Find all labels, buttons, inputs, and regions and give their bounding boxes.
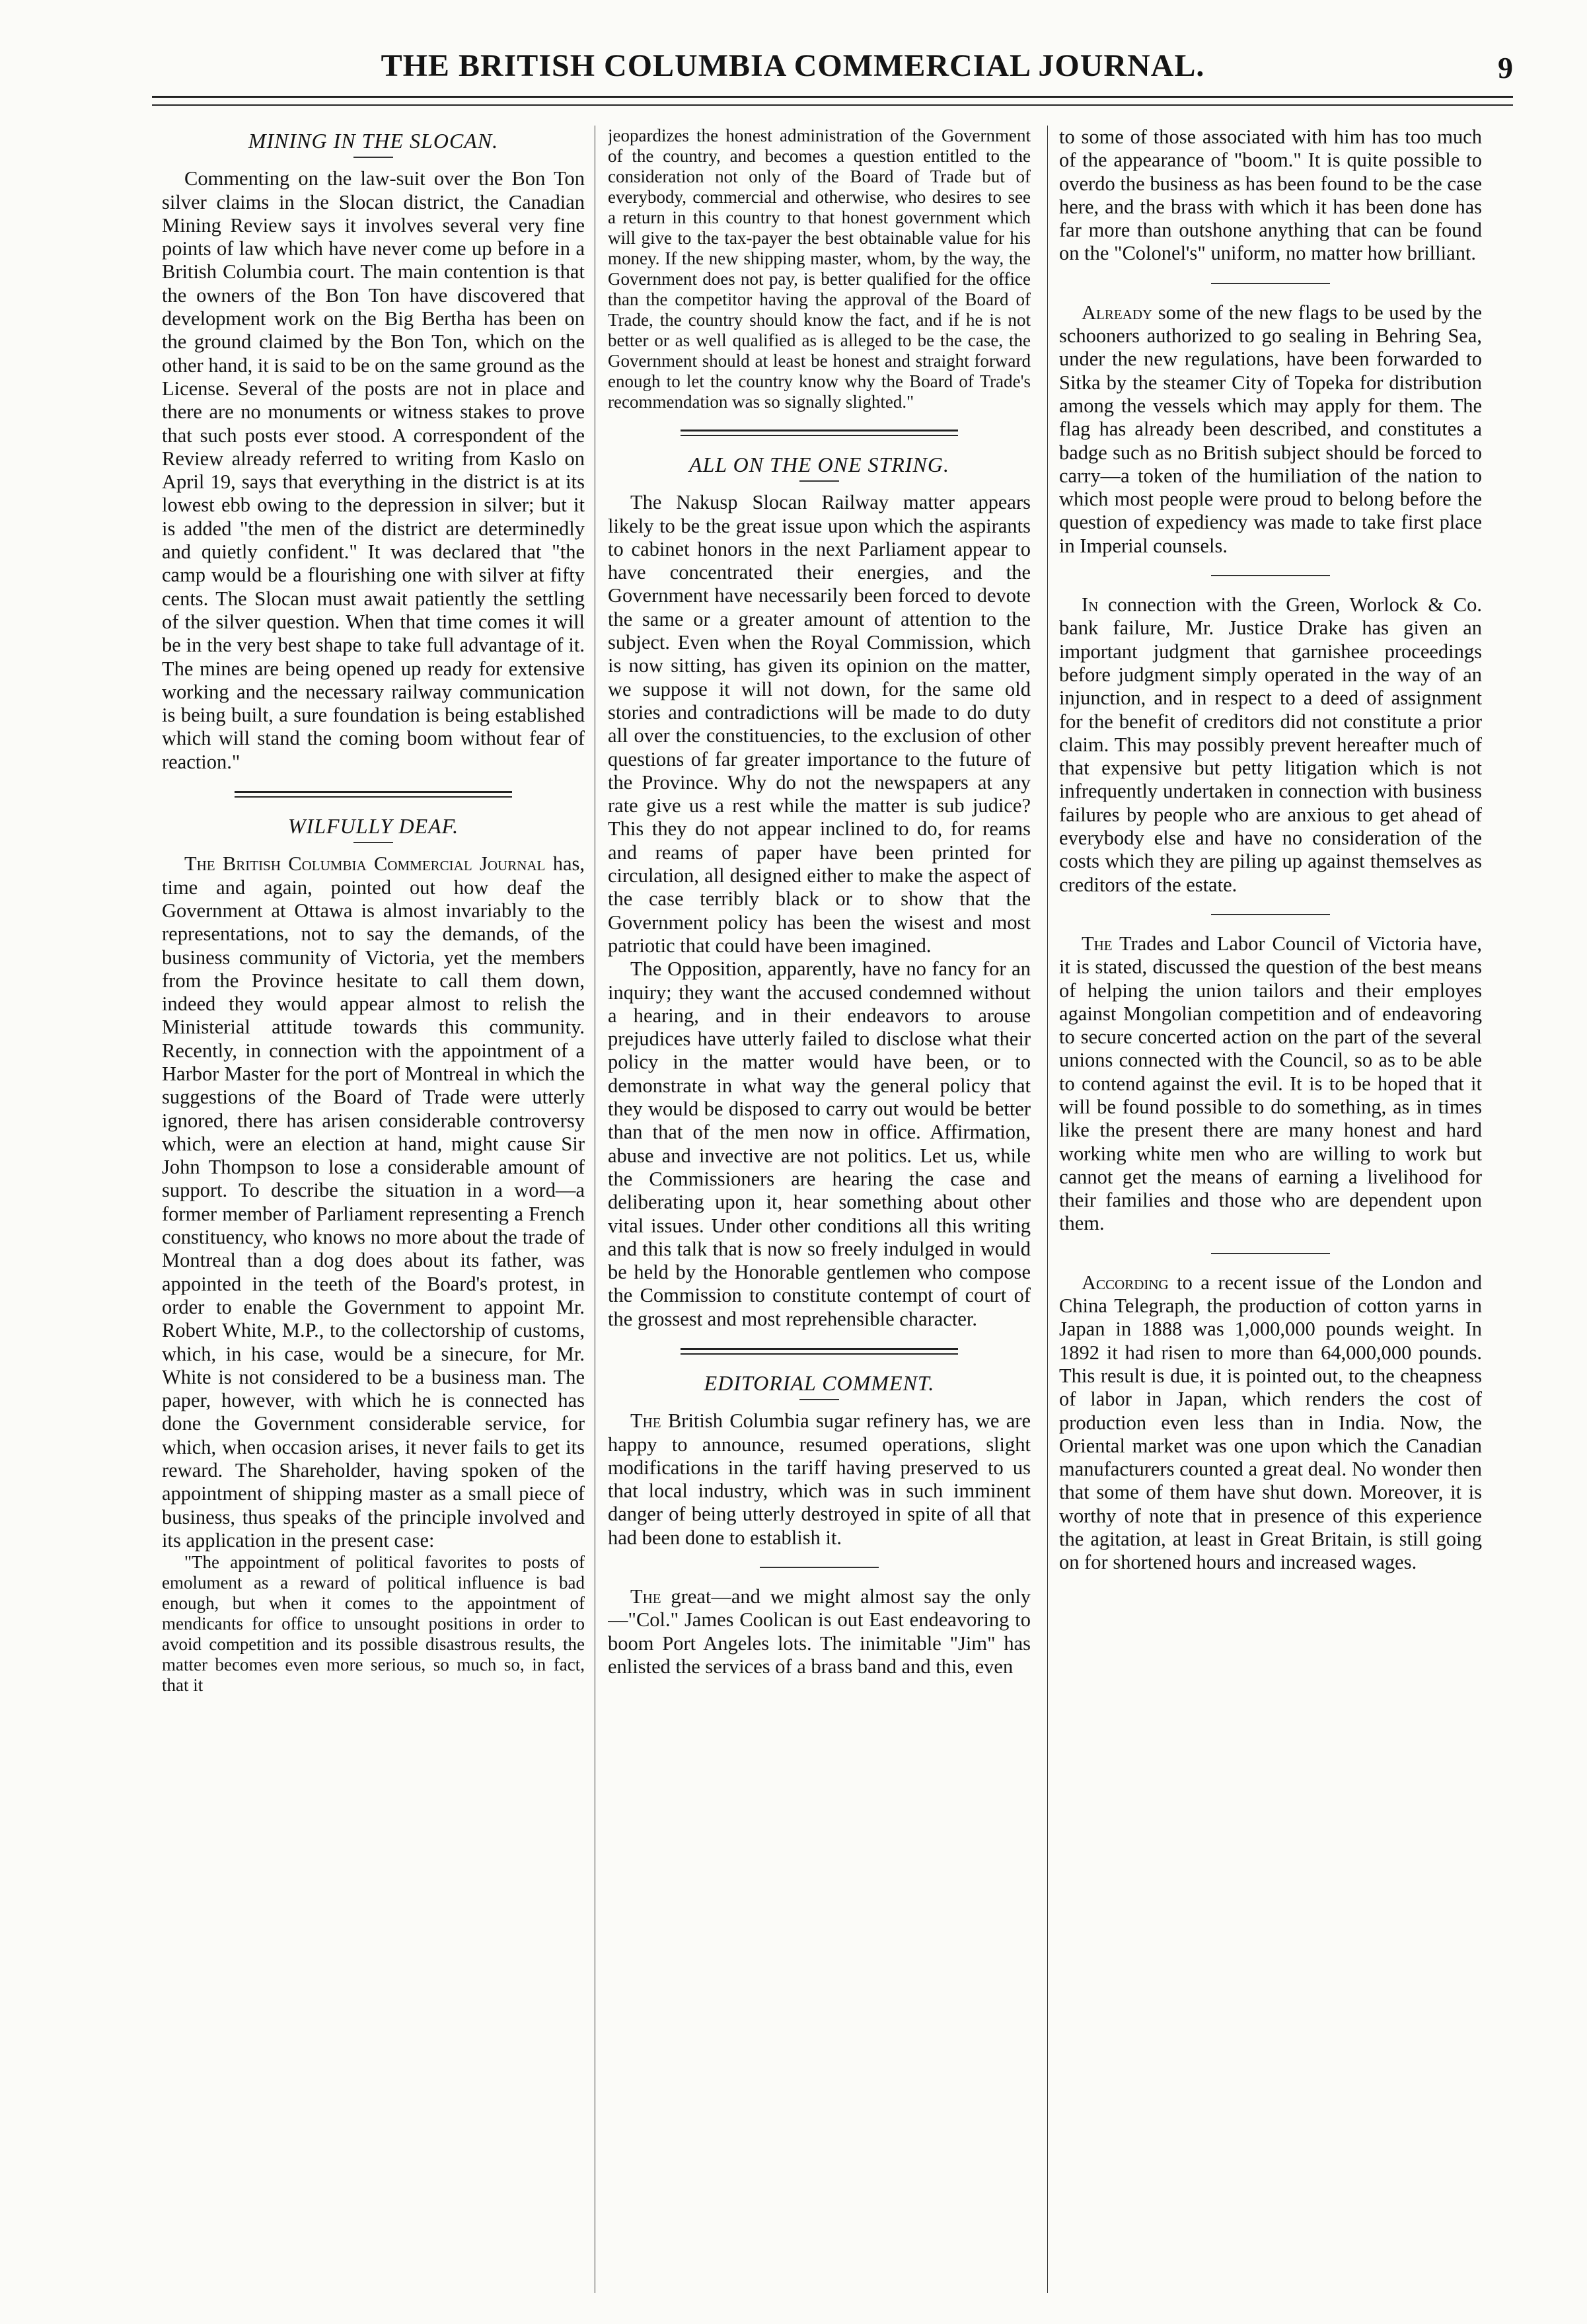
lead-words: The bbox=[630, 1585, 661, 1608]
article-string-body-2: The Opposition, apparently, have no fancy for an inquiry; they want the accused condemned without a hearing, and in their endeavors to arouse prejudices have utterly failed to disclose what their policy in the matter would have been, or to demonstrate in what way the general policy that they would be disposed to carry out would be better than that of the men now in office. Affirmation, abuse and invective are not politics. Let us, while the Commissioners are hearing the case and deliberating upon it, hear something about other vital issues. Under other conditions all this writing and this talk that is now so freely indulged in would be held by the Honorable gentlemen who compose the Commission to constitute contempt of court of the grossest and most reprehensible character. bbox=[608, 957, 1031, 1330]
editorial-item-flags bbox=[1059, 301, 1482, 558]
journal-title: THE BRITISH COLUMBIA COMMERCIAL JOURNAL. bbox=[381, 48, 1205, 83]
paragraph-text: British Columbia sugar refinery has, we are happy to announce, resumed operations, slight modifications in the tariff having preserved to us that local industry, which was in such imminent danger of being utterly destroyed in spite of all that had been done to establish it. bbox=[608, 1409, 1031, 1549]
page-number: 9 bbox=[1498, 51, 1513, 85]
column-1 bbox=[162, 126, 585, 2293]
paragraph-text: some of the new flags to be used by the schooners authorized to go sealing in Behring Sea, under the new regulations, have been forwarded to Sitka by the steamer City of Topeka for distribution among the vessels which may apply for them. The flag has already been described, and constitutes a badge such as no British subject should be forced to carry—a token of the humiliation of the nation to which most people were proud to belong before the question of expediency was made to take first place in Imperial counsels. bbox=[1059, 301, 1482, 557]
headline-mining: MINING IN THE SLOCAN. bbox=[248, 129, 499, 153]
column-rule-2 bbox=[1047, 126, 1048, 2293]
headline-dash bbox=[799, 1399, 839, 1400]
paragraph-text: connection with the Green, Worlock & Co. bank failure, Mr. Justice Drake has given an important judgment that garnishee proceedings before judgment simply operated in the way of an injunction, and in respect to a deed of assignment for the benefit of creditors did not constitute a prior claim. This may possibly prevent hereafter much of that expensive but petty litigation which is not infrequently undertaken in connection with business failures by people who are anxious to get ahead of everybody else and have no consideration of the costs which they are piling up against themselves as creditors of the estate. bbox=[1059, 593, 1482, 896]
article-wilfully-quote: "The appointment of political favorites to posts of emolument as a reward of political influence is bad enough, but when it comes to the appointment of mendicants for office to unsought positions in order to avoid competition and its possible disastrous results, the matter becomes even more serious, so much so, in fact, that it bbox=[162, 1552, 585, 1696]
column-2 bbox=[608, 126, 1031, 2293]
paragraph-text: great—and we might almost say the only—"Col." James Coolican is out East endeavoring to boom Port Angeles lots. The inimitable "Jim" has enlisted the services of a brass band and this, even bbox=[608, 1585, 1031, 1678]
article-wilfully-body bbox=[162, 852, 585, 1552]
masthead bbox=[152, 44, 1513, 90]
article-mining-body: Commenting on the law-suit over the Bon Ton silver claims in the Slocan district, the Canadian Mining Review says it involves several very fine points of law which have never come up before in a British Columbia court. The main contention is that the owners of the Bon Ton have discovered that development work on the Big Bertha has been on the ground claimed by the Bon Ton, which on the other hand, it is said to be on the same ground as the License. Several of the posts are not in place and there are no monuments or witness stakes to prove that such posts ever stood. A correspondent of the Review already referred to writing from Kaslo on April 19, says that everything in the district is at its lowest ebb owing to the depression in silver; but it is added "the men of the district are determinedly and quietly confident." It was declared that "the camp would be a flourishing one with silver at fifty cents. The Slocan must await patiently the settling of the silver question. When that time comes it will be in the very best shape to take full advantage of it. The mines are being opened up ready for extensive working and the necessary railway communication is being built, a sure foundation is being established which will stand the coming boom without fear of reaction." bbox=[162, 167, 585, 773]
lead-words: The bbox=[1082, 932, 1113, 955]
lead-words: In bbox=[1082, 593, 1099, 617]
item-separator bbox=[1211, 575, 1330, 576]
column-3 bbox=[1059, 126, 1482, 2293]
paragraph-text: to a recent issue of the London and China Telegraph, the production of cotton yarns in Japan in 1888 was 1,000,000 pounds weight. In 1892 it had risen to more than 64,000,000 pounds. This result is due, it is pointed out, to the cheapness of labor in Japan, which renders the cost of production even less than in India. Now, the Oriental market was one upon which the Canadian manufacturers counted a great deal. No wonder then that some of them have shut down. Moreover, it is worthy of note that in presence of this experience the agitation, at least in Great Britain, is still going on for shortened hours and increased wages. bbox=[1059, 1271, 1482, 1574]
headline-dash bbox=[799, 480, 839, 482]
quote-continuation: jeopardizes the honest administration of the Government of the country, and becomes a question entitled to the consideration not only of the Board of Trade but of everybody, commercial and otherwise, who desires to see a return in this country to that honest government which will give to the tax-payer the best obtainable value for his money. If the new shipping master, whom, by the way, the Government does not pay, is better qualified for the office than the competitor having the approval of the Board of Trade, the country should know the fact, and if he is not better or as well qualified as is alleged to be the case, the Government should at least be honest and straight forward enough to let the country know why the Board of Trade's recommendation was so signally slighted." bbox=[608, 126, 1031, 412]
headline-wilfully-deaf: WILFULLY DEAF. bbox=[287, 814, 459, 839]
headline-one-string: ALL ON THE ONE STRING. bbox=[689, 453, 949, 476]
editorial-item-bank-failure bbox=[1059, 593, 1482, 897]
lead-words: The British Columbia Commercial Journal bbox=[184, 852, 546, 876]
item-separator bbox=[1211, 283, 1330, 284]
editorial-item-coolican bbox=[608, 1585, 1031, 1678]
editorial-item-sugar bbox=[608, 1409, 1031, 1550]
article-separator bbox=[681, 1348, 958, 1355]
article-separator bbox=[235, 791, 512, 798]
item-separator bbox=[760, 1567, 879, 1568]
headline-dash bbox=[353, 842, 393, 843]
lead-words: The bbox=[630, 1409, 661, 1433]
article-string-body-1: The Nakusp Slocan Railway matter appears likely to be the great issue upon which the aspirants to cabinet honors in the next Parliament appear to have concentrated their energies, and the Government have necessarily been forced to devote the same or a greater amount of attention to the subject. Even when the Royal Commission, which is now sitting, has given its opinion on the matter, we suppose it will not down, for the same old stories and contradictions will be made to do duty all over the constituencies, to the exclusion of other questions of far greater importance to the future of the Province. Why do not the newspapers at any rate give us a rest while the matter is sub judice? This they do not appear inclined to do, for reams and reams of paper have been printed for circulation, all designed either to make the aspect of the case terribly black or to show that the Government policy has been the wisest and most patriotic that could have been imagined. bbox=[608, 491, 1031, 957]
editorial-continuation: to some of those associated with him has too much of the appearance of "boom." It is quite possible to overdo the business as has been found to be the case here, and the brass with which it has been done has far more than outshone anything that can be found on the "Colonel's" uniform, no matter how brilliant. bbox=[1059, 126, 1482, 265]
headline-editorial: EDITORIAL COMMENT. bbox=[704, 1370, 935, 1395]
headline-dash bbox=[353, 157, 393, 158]
article-separator bbox=[681, 430, 958, 436]
paragraph-text: Trades and Labor Council of Victoria have, it is stated, discussed the question of the best means of helping the union tailors and their employes against Mongolian competition and of endeavoring to secure concerted action on the part of the several unions connected with the Council, so as to be able to contend against the evil. It is to be hoped that it will be found possible to do something, as in times like the present there are many honest and hard working white men who are willing to work but cannot get the means of earning a livelihood for their families and those who are dependent upon them. bbox=[1059, 932, 1482, 1235]
item-separator bbox=[1211, 914, 1330, 915]
lead-words: According bbox=[1082, 1271, 1169, 1294]
editorial-item-cotton-japan bbox=[1059, 1271, 1482, 1575]
paragraph-text: has, time and again, pointed out how deaf the Government at Ottawa is almost invariably to the representations, not to say the demands, of the business community of Victoria, yet the members from the Province hesitate to call them down, indeed they would appear almost to relish the Ministerial attitude towards this community. Recently, in connection with the appointment of a Harbor Master for the port of Montreal in which the suggestions of the Board of Trade were utterly ignored, there has arisen considerable controversy which, were an election at hand, might cause Sir John Thompson to lose a considerable amount of support. To describe the situation in a word—a former member of Parliament representing a French constituency, who knows no more about the trade of Montreal than a dog does about its father, was appointed in the teeth of the Board's protest, in order to enable the Government to appoint Mr. Robert White, M.P., to the collectorship of customs, which, in his case, would be a sinecure, for Mr. White is not considered to be a business man. The paper, however, with which he is connected has done the Government considerable service, for which, when occasion arises, it never fails to get its reward. The Shareholder, having spoken of the appointment of shipping master as a small piece of business, thus speaks of the principle involved and its application in the present case: bbox=[162, 852, 585, 1552]
lead-words: Already bbox=[1082, 301, 1153, 324]
item-separator bbox=[1211, 1253, 1330, 1254]
editorial-item-labor-council bbox=[1059, 932, 1482, 1236]
masthead-rule bbox=[152, 96, 1513, 106]
